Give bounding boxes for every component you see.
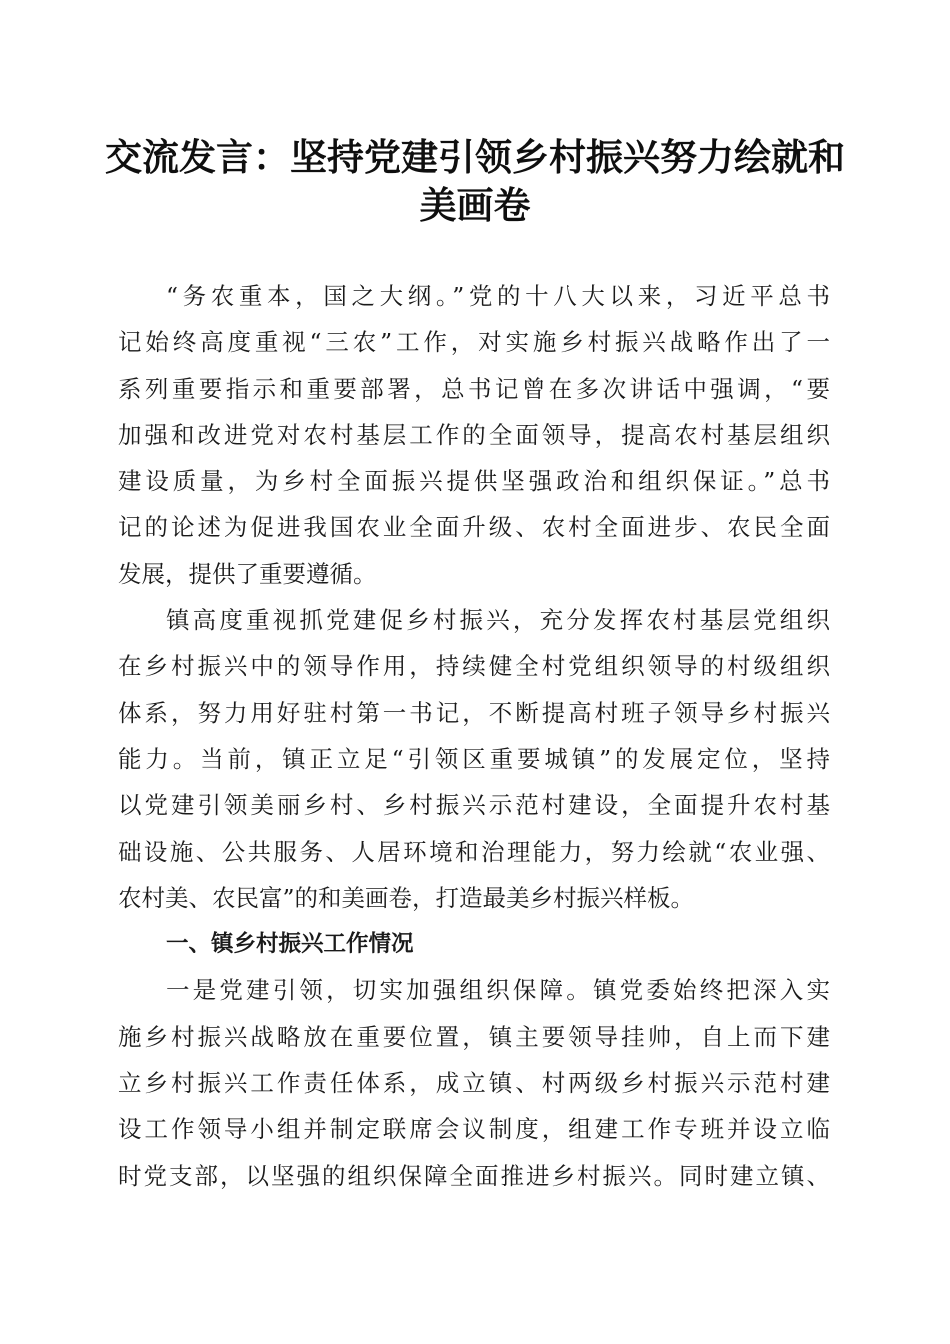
title-line-2: 美画卷 xyxy=(419,183,531,227)
text-line: 础设施、公共服务、人居环境和治理能力，努力绘就“农业强、 xyxy=(118,837,830,866)
text-line: 记始终高度重视“三农”工作，对实施乡村振兴战略作出了一 xyxy=(118,328,830,357)
text-line: 记的论述为促进我国农业全面升级、农村全面进步、农民全面 xyxy=(118,513,830,542)
text-line: 建设质量，为乡村全面振兴提供坚强政治和组织保证。”总书 xyxy=(118,467,830,496)
text-line: 发展，提供了重要遵循。 xyxy=(118,559,377,588)
text-line: “务农重本，国之大纲。”党的十八大以来，习近平总书 xyxy=(166,282,830,310)
text-line: 加强和改进党对农村基层工作的全面领导，提高农村基层组织 xyxy=(118,420,830,449)
text-line: 系列重要指示和重要部署，总书记曾在多次讲话中强调，“要 xyxy=(118,374,830,403)
paragraph-1 xyxy=(118,273,830,597)
paragraph-2 xyxy=(118,597,830,921)
page-title xyxy=(100,133,850,229)
text-line: 以党建引领美丽乡村、乡村振兴示范村建设，全面提升农村基 xyxy=(118,791,830,820)
text-line: 镇高度重视抓党建促乡村振兴，充分发挥农村基层党组织 xyxy=(166,606,830,635)
text-line: 施乡村振兴战略放在重要位置，镇主要领导挂帅，自上而下建 xyxy=(118,1022,830,1051)
document-body xyxy=(118,273,830,1199)
text-line: 在乡村振兴中的领导作用，持续健全村党组织领导的村级组织 xyxy=(118,652,830,681)
section-heading: 一、镇乡村振兴工作情况 xyxy=(166,931,414,958)
title-line-1: 交流发言：坚持党建引领乡村振兴努力绘就和 xyxy=(105,135,845,179)
text-line: 时党支部，以坚强的组织保障全面推进乡村振兴。同时建立镇、 xyxy=(118,1161,830,1190)
lead-phrase: 一是党建引领，切实加强组织保障。 xyxy=(166,976,593,1005)
text-line: 能力。当前，镇正立足“引领区重要城镇”的发展定位，坚持 xyxy=(118,744,830,773)
text-line xyxy=(118,967,830,1013)
text-line: 设工作领导小组并制定联席会议制度，组建工作专班并设立临 xyxy=(118,1115,830,1144)
text-line: 农村美、农民富”的和美画卷，打造最美乡村振兴样板。 xyxy=(118,883,695,912)
text-line: 体系，努力用好驻村第一书记，不断提高村班子领导乡村振兴 xyxy=(118,698,830,727)
paragraph-3 xyxy=(118,967,830,1198)
text-line: 立乡村振兴工作责任体系，成立镇、村两级乡村振兴示范村建 xyxy=(118,1069,830,1098)
lead-line-rest: 镇党委始终把深入实 xyxy=(593,976,830,1005)
